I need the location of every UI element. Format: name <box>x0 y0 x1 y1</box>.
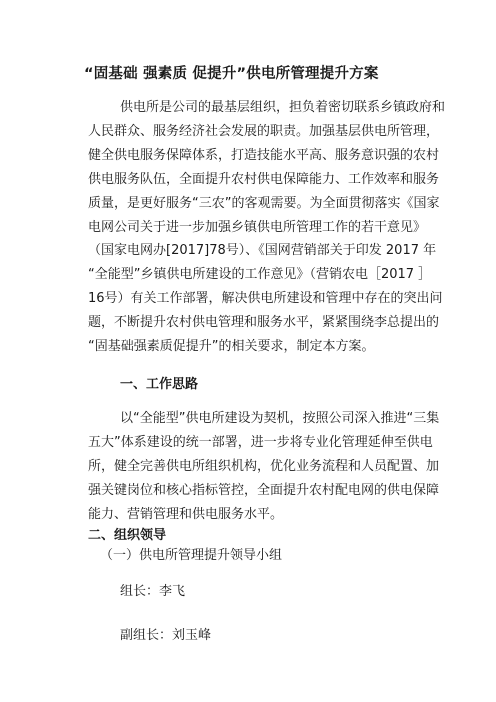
document-title: “固基础 强素质 促提升”供电所管理提升方案 <box>84 66 379 82</box>
section-1-heading: 一、工作思路 <box>120 377 199 392</box>
intro-line-5: 质量，是更好服务“三农”的客观需要。为全面贯彻落实《国家 <box>88 196 440 211</box>
intro-line-3: 健全供电服务保障体系，打造技能水平高、服务意识强的农村 <box>88 148 440 163</box>
section-1-line-3: 所，健全完善供电所组织机构，优化业务流程和人员配置、加 <box>88 459 440 474</box>
intro-line-4: 供电服务队伍，全面提升农村供电保障能力、工作效率和服务 <box>88 172 440 187</box>
intro-line-7: （国家电网办[2017]78号）、《国网营销部关于印发 2017 年 <box>88 243 437 258</box>
section-1-line-1: 以“全能型”供电所建设为契机，按照公司深入推进“三集 <box>120 411 440 426</box>
leader-line: 组长：李飞 <box>120 584 186 599</box>
intro-line-8: “全能型”乡镇供电所建设的工作意见》（营销农电［2017 ］ <box>88 267 432 282</box>
intro-line-9: 16号）有关工作部署，解决供电所建设和管理中存在的突出问 <box>88 291 443 306</box>
deputy-leader-line: 副组长：刘玉峰 <box>120 628 212 643</box>
section-2-heading: 二、组织领导 <box>88 528 167 543</box>
section-1-line-5: 能力、营销管理和供电服务水平。 <box>88 507 284 522</box>
section-1-line-4: 强关键岗位和核心指标管控，全面提升农村配电网的供电保障 <box>88 483 440 498</box>
section-1-line-2: 五大”体系建设的统一部署，进一步将专业化管理延伸至供电 <box>88 435 433 450</box>
intro-line-6: 电网公司关于进一步加强乡镇供电所管理工作的若干意见》 <box>88 220 427 235</box>
intro-line-1: 供电所是公司的最基层组织，担负着密切联系乡镇政府和 <box>120 100 446 115</box>
subsection-heading: （一）供电所管理提升领导小组 <box>100 548 283 563</box>
intro-line-11: “固基础强素质促提升”的相关要求，制定本方案。 <box>88 339 375 354</box>
intro-line-2: 人民群众、服务经济社会发展的职责。加强基层供电所管理， <box>88 124 440 139</box>
intro-line-10: 题，不断提升农村供电管理和服务水平，紧紧围绕李总提出的 <box>88 315 440 330</box>
